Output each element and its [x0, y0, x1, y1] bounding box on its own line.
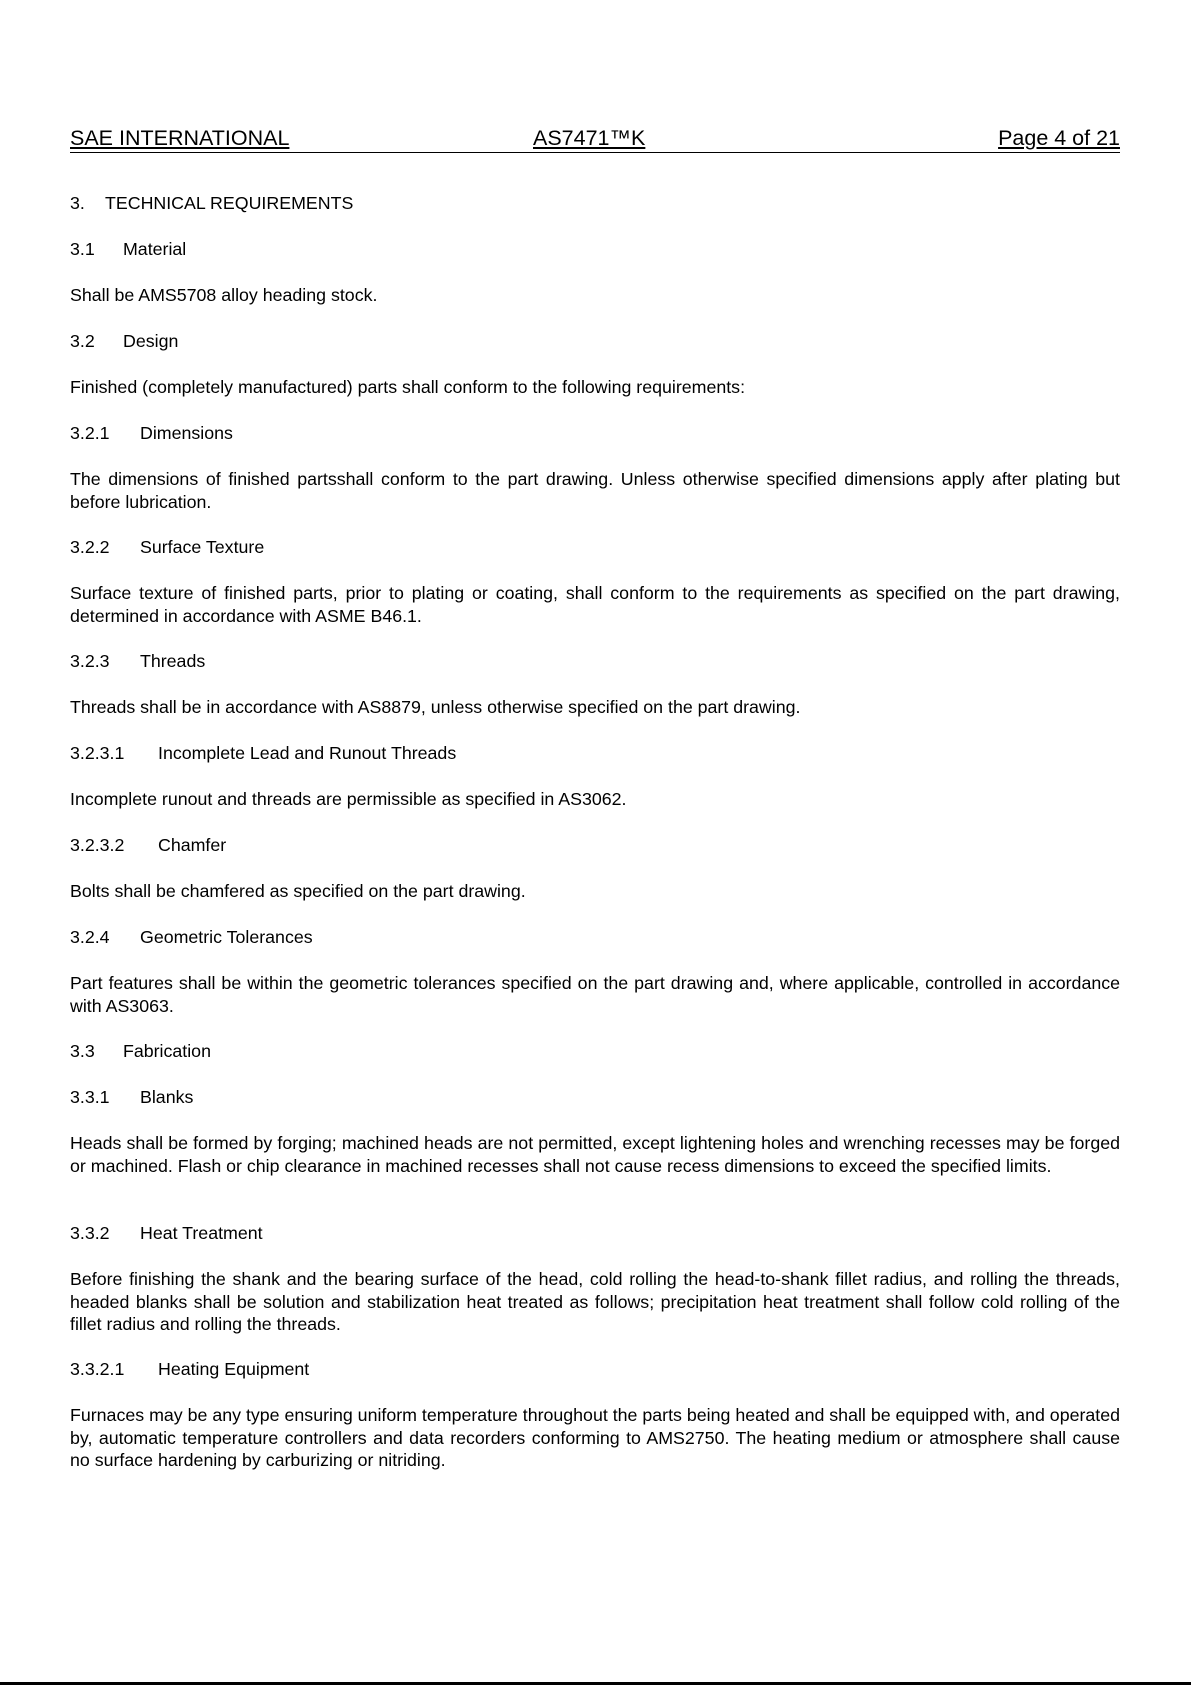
section-title: Surface Texture	[140, 537, 265, 557]
section-number: 3.2.2	[70, 537, 110, 557]
section-paragraph: Surface texture of finished parts, prior to plating or coating, shall conform to the requirements as specified on the part drawing, determined in accordance with ASME B46.1.	[70, 583, 1120, 626]
section-heading	[70, 1086, 1120, 1109]
section-title: Design	[123, 331, 179, 351]
section-title: Incomplete Lead and Runout Threads	[158, 743, 457, 763]
section-number: 3.3.2.1	[70, 1359, 125, 1379]
header-page-indicator: Page 4 of 21	[998, 126, 1120, 150]
section-heading	[70, 650, 1120, 673]
header-document-id: AS7471™K	[533, 126, 646, 150]
section-number: 3.2.3	[70, 651, 110, 671]
section-title: Heat Treatment	[140, 1223, 263, 1243]
section-paragraph: Before finishing the shank and the bearing surface of the head, cold rolling the head-to-shank fillet radius, and rolling the threads, headed blanks shall be solution and stabilization heat treated as follows; precipitation heat treatment shall follow cold rolling of the fillet radius and rolling the threads.	[70, 1269, 1120, 1334]
section-number: 3.1	[70, 239, 95, 259]
section-number: 3.3	[70, 1041, 95, 1061]
section-heading	[70, 192, 1120, 215]
section-title: Geometric Tolerances	[140, 927, 313, 947]
section-paragraph: Heads shall be formed by forging; machined heads are not permitted, except lightening holes and wrenching recesses may be forged or machined. Flash or chip clearance in machined recesses shall not cause recess dimensions to exceed the specified limits.	[70, 1133, 1120, 1176]
section-title: Material	[123, 239, 187, 259]
page-header	[70, 124, 1120, 153]
section-number: 3.2	[70, 331, 95, 351]
section-number: 3.	[70, 193, 85, 213]
section-heading	[70, 926, 1120, 949]
section-title: TECHNICAL REQUIREMENTS	[105, 193, 354, 213]
header-organization: SAE INTERNATIONAL	[70, 126, 290, 150]
section-heading	[70, 422, 1120, 445]
section-number: 3.2.1	[70, 423, 110, 443]
section-heading	[70, 238, 1120, 261]
section-paragraph: Furnaces may be any type ensuring uniform temperature throughout the parts being heated and shall be equipped with, and operated by, automatic temperature controllers and data recorders conforming to AMS2750. The heating medium or atmosphere shall cause no surface hardening by carburizing or nitriding.	[70, 1405, 1120, 1470]
section-paragraph: Incomplete runout and threads are permissible as specified in AS3062.	[70, 789, 627, 809]
section-heading	[70, 536, 1120, 559]
section-heading	[70, 1222, 1120, 1245]
section-number: 3.2.3.2	[70, 835, 125, 855]
section-heading	[70, 1040, 1120, 1063]
section-heading	[70, 742, 1120, 765]
section-title: Fabrication	[123, 1041, 211, 1061]
section-heading	[70, 1358, 1120, 1381]
section-heading	[70, 330, 1120, 353]
section-number: 3.2.3.1	[70, 743, 125, 763]
section-heading	[70, 834, 1120, 857]
section-paragraph: Threads shall be in accordance with AS8879, unless otherwise specified on the part drawing.	[70, 697, 801, 717]
section-title: Chamfer	[158, 835, 227, 855]
section-number: 3.2.4	[70, 927, 110, 947]
section-number: 3.3.1	[70, 1087, 110, 1107]
section-title: Blanks	[140, 1087, 194, 1107]
section-paragraph: Finished (completely manufactured) parts shall conform to the following requirements:	[70, 377, 746, 397]
section-number: 3.3.2	[70, 1223, 110, 1243]
section-title: Dimensions	[140, 423, 233, 443]
section-paragraph: Part features shall be within the geometric tolerances specified on the part drawing and, where applicable, controlled in accordance with AS3063.	[70, 973, 1120, 1016]
section-title: Threads	[140, 651, 206, 671]
section-paragraph: The dimensions of finished partsshall conform to the part drawing. Unless otherwise specified dimensions apply after plating but before lubrication.	[70, 469, 1120, 512]
section-paragraph: Shall be AMS5708 alloy heading stock.	[70, 285, 378, 305]
section-title: Heating Equipment	[158, 1359, 310, 1379]
section-paragraph: Bolts shall be chamfered as specified on the part drawing.	[70, 881, 526, 901]
